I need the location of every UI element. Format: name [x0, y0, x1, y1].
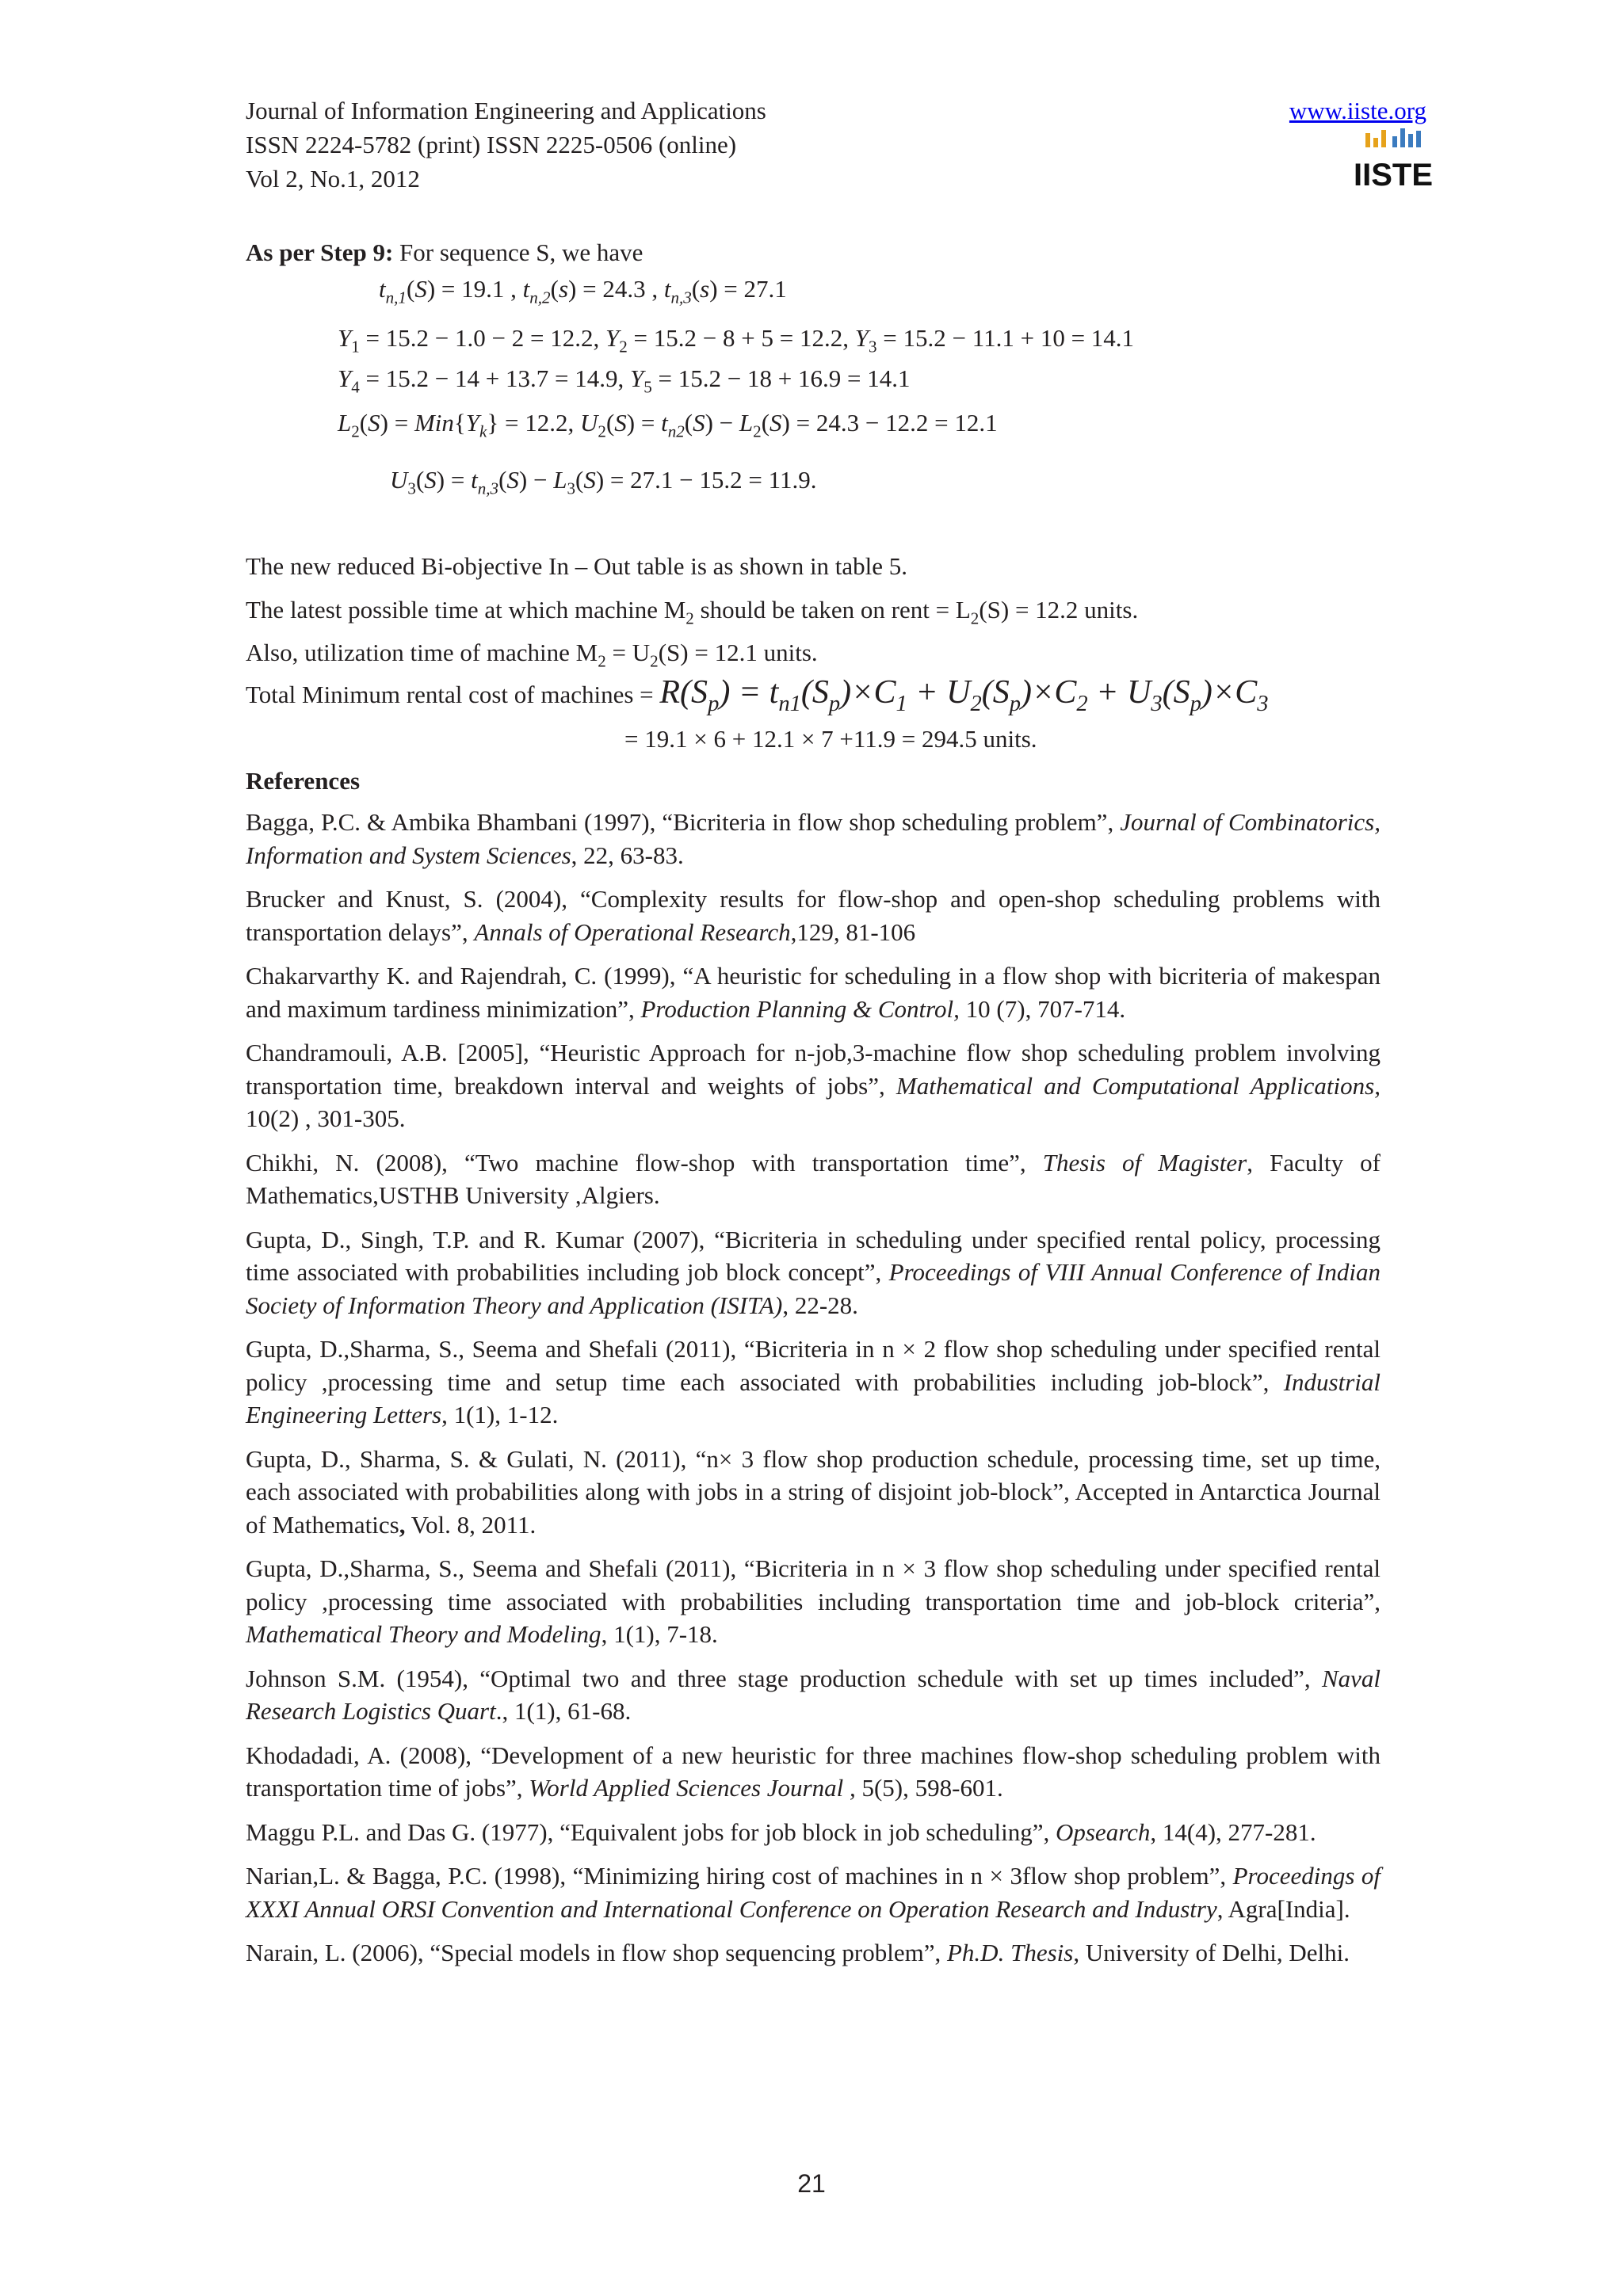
logo-text: IISTE: [1353, 158, 1434, 193]
journal-url-link[interactable]: www.iiste.org: [1289, 97, 1426, 124]
paragraph-latest-time: The latest possible time at which machine $M_2$ should be taken on rent = $L_2(S) = 12.2$ units.: [246, 596, 1139, 628]
reference-item: Narain, L. (2006), “Special models in flow shop sequencing problem”, Ph.D. Thesis, University of Delhi, Delhi.: [246, 1939, 1350, 1966]
reference-item: Johnson S.M. (1954), “Optimal two and three stage production schedule with set up times included”, Naval Research Logistics Quart., 1(1), 61-68.: [246, 1664, 1381, 1725]
total-cost-label: Total Minimum rental cost of machines =: [246, 681, 660, 708]
step-intro: [246, 236, 1381, 269]
journal-header: [246, 93, 1426, 196]
equation-y4-y5: $Y_4 = 15.2 - 14 + 13.7 = 14.9$, $Y_5 = 15.2 - 18 + 16.9 = 14.1$: [338, 364, 911, 397]
journal-volume: Vol 2, No.1, 2012: [246, 165, 420, 193]
reference-item: Chakarvarthy K. and Rajendrah, C. (1999), “A heuristic for scheduling in a flow shop with bicriteria of makespan and maximum tardiness minimization”, Production Planning & Control, 10 (7), 707-714.: [246, 962, 1381, 1023]
equation-u3: $U_3(S) = t_{n,3}(S) - L_3(S) = 27.1 - 15.2 = 11.9$.: [390, 466, 817, 498]
reference-item: Gupta, D.,Sharma, S., Seema and Shefali (2011), “Bicriteria in n × 2 flow shop scheduling under specified rental policy ,processing time and setup time each associated with probabilities including job-block”, Industrial Engineering Letters, 1(1), 1-12.: [246, 1335, 1381, 1428]
equation-tn-values: $t_{n,1}(S) = 19.1$ , $t_{n,2}(s) = 24.3$ , $t_{n,3}(s) = 27.1$: [379, 275, 787, 307]
references-heading: References: [246, 767, 361, 795]
equation-y1-y3: $Y_1 = 15.2 - 1.0 - 2 = 12.2$, $Y_2 = 15.2 - 8 + 5 = 12.2$, $Y_3 = 15.2 - 11.1 + 10 = 14.1$: [338, 324, 1135, 357]
reference-item: Gupta, D., Singh, T.P. and R. Kumar (2007), “Bicriteria in scheduling under specified rental policy, processing time associated with probabilities including job block concept”, Proceedings of VIII Annual Conference of Indian Society of Information Theory and Application (ISITA), 22-28.: [246, 1225, 1381, 1319]
page-number: 21: [797, 2169, 826, 2198]
reference-item: Gupta, D.,Sharma, S., Seema and Shefali (2011), “Bicriteria in n × 3 flow shop scheduling under specified rental policy ,processing time associated with probabilities including transportation time and job-block criteria”, Mathematical Theory and Modeling, 1(1), 7-18.: [246, 1554, 1381, 1648]
reference-item: Khodadadi, A. (2008), “Development of a new heuristic for three machines flow-shop scheduling problem with transportation time of jobs”, World Applied Sciences Journal , 5(5), 598-601.: [246, 1741, 1381, 1802]
paragraph-utilization: Also, utilization time of machine $M_2 = U_2(S) = 12.1$ units.: [246, 639, 818, 671]
reference-item: Chikhi, N. (2008), “Two machine flow-shop with transportation time”, Thesis of Magister, Faculty of Mathematics,USTHB University ,Algiers.: [246, 1148, 1381, 1209]
paragraph-total-cost: [246, 674, 1269, 716]
journal-title: Journal of Information Engineering and Applications: [246, 97, 766, 124]
step-text: For sequence S, we have: [393, 238, 643, 266]
equation-l2-u2: $L_2(S) = Min\{Y_k\} = 12.2$, $U_2(S) = t_{n2}(S) - L_2(S) = 24.3 - 12.2 = 12.1$: [338, 409, 998, 441]
rental-cost-formula: $R(S_p) = t_{n1}(S_p)\times C_1 + U_2(S_p)\times C_2 + U_3(S_p)\times C_3$: [659, 674, 1269, 716]
iiste-logo: [1353, 127, 1434, 198]
reference-item: Maggu P.L. and Das G. (1977), “Equivalent jobs for job block in job scheduling”, Opsearch, 14(4), 277-281.: [246, 1817, 1316, 1846]
paragraph-reduced-table: The new reduced Bi-objective In – Out table is as shown in table 5.: [246, 552, 908, 580]
references-list: [246, 806, 1381, 1981]
reference-item: Bagga, P.C. & Ambika Bhambani (1997), “Bicriteria in flow shop scheduling problem”, Journal of Combinatorics, Information and System Sciences, 22, 63-83.: [246, 808, 1381, 869]
reference-item: Gupta, D., Sharma, S. & Gulati, N. (2011), “n× 3 flow shop production schedule, processing time, set up time, each associated with probabilities along with jobs in a string of disjoint job-block”, Accepted in Antarctica Journal of Mathematics, Vol. 8, 2011.: [246, 1444, 1381, 1539]
reference-item: Narian,L. & Bagga, P.C. (1998), “Minimizing hiring cost of machines in n × 3flow shop problem”, Proceedings of XXXI Annual ORSI Convention and International Conference on Operation Research and Industry, Agra[India].: [246, 1862, 1381, 1923]
step-label: As per Step 9:: [246, 238, 394, 266]
reference-item: Brucker and Knust, S. (2004), “Complexity results for flow-shop and open-shop scheduling problems with transportation delays”, Annals of Operational Research,129, 81-106: [246, 885, 1381, 946]
journal-issn: ISSN 2224-5782 (print) ISSN 2225-0506 (online): [246, 131, 737, 158]
reference-item: Chandramouli, A.B. [2005], “Heuristic Approach for n-job,3-machine flow shop scheduling problem involving transportation time, breakdown interval and weights of jobs”, Mathematical and Computational Applications, 10(2) , 301-305.: [246, 1039, 1381, 1132]
paragraph-cost-result: = 19.1 × 6 + 12.1 × 7 +11.9 = 294.5 units.: [624, 725, 1037, 753]
